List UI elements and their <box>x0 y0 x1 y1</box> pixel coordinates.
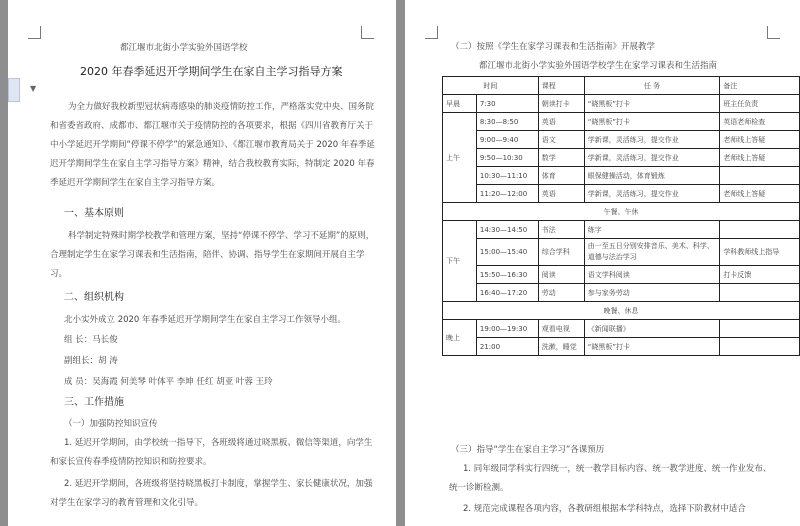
time-cell: 7:30 <box>476 95 538 113</box>
page-corner-mark <box>767 26 780 39</box>
table-row <box>443 266 800 284</box>
course-cell: 综合学科 <box>538 239 584 266</box>
table-row <box>443 338 800 356</box>
note-cell: 学科教师线上指导 <box>720 239 800 266</box>
note-cell: 老师线上答疑 <box>720 185 800 203</box>
note-cell <box>720 284 800 302</box>
table-row <box>443 320 800 338</box>
page-corner-mark <box>361 26 374 39</box>
task-cell: “晓黑板”打卡 <box>584 338 720 356</box>
intro-paragraph: 为全力做好我校新型冠状病毒感染的肺炎疫情防控工作，严格落实党中央、国务院和省委省政府、成都市、都江堰市关于疫情防控的各项要求，根据《四川省教育厅关于中小学延迟开学期间“停课不停学”的紧急通知》、《都江堰市教育局关于 2020 年春季延迟开学期间学生在家自主学习指导方案》精神，结合我校教育实际，特制定 2020 年春季延迟开学期间学生在家自主学习指导方案。 <box>50 102 375 188</box>
noon-break-cell: 午餐、午休 <box>443 203 800 221</box>
period-cell: 晚上 <box>443 320 477 356</box>
guidance-paragraph: 1. 同年级同学科实行四统一，统一教学目标内容、统一教学进度、统一作业发布、统一诊断检测。 <box>449 464 772 493</box>
time-cell: 15:00—15:40 <box>476 239 538 266</box>
measure-paragraph: 1. 延迟开学期间，由学校统一指导下，各班级将通过晓黑板、微信等渠道，向学生和家长宣传春季疫情防控知识和防控要求。 <box>50 438 373 467</box>
time-cell: 9:00—9:40 <box>476 131 538 149</box>
schedule-table <box>442 76 800 356</box>
header-cell: 备注 <box>720 77 800 95</box>
document-map-icon[interactable] <box>8 78 20 102</box>
task-cell: 学新课，灵活练习，提交作业 <box>584 131 720 149</box>
table-row <box>443 185 800 203</box>
break-row <box>443 302 800 320</box>
course-cell: 书法 <box>538 221 584 239</box>
org-leader: 组 长：马长俊 <box>64 335 118 345</box>
course-cell: 英语 <box>538 113 584 131</box>
guidance-paragraph: 2. 规范完成课程各项内容，各教研组根据本学科特点，选择下阶教材中适合 <box>463 504 746 514</box>
document-title: 2020 年春季延迟开学期间学生在家自主学习指导方案 <box>80 65 343 78</box>
break-row <box>443 203 800 221</box>
section-heading: 一、基本原则 <box>64 208 124 219</box>
measure-paragraph: 2. 延迟开学期间，各班级将坚持晓黑板打卡制度，掌握学生、家长健康状况，加强对学生在家学习的教育管理和文化引导。 <box>50 479 373 508</box>
table-title: 都江堰市北街小学实验外国语学校学生在家学习课表和生活指南 <box>479 61 718 71</box>
note-cell <box>720 221 800 239</box>
note-cell: 班主任负责 <box>720 95 800 113</box>
note-cell: 老师线上答疑 <box>720 131 800 149</box>
document-page-left <box>8 0 396 526</box>
dinner-break-cell: 晚餐、休息 <box>443 302 800 320</box>
task-cell: 眼保健操活动，体育锻炼 <box>584 167 720 185</box>
course-cell: 数学 <box>538 149 584 167</box>
time-cell: 11:20—12:00 <box>476 185 538 203</box>
expand-arrow-icon[interactable]: ▼ <box>30 84 37 93</box>
note-cell <box>720 167 800 185</box>
task-cell: 参与家务劳动 <box>584 284 720 302</box>
document-page-right <box>405 0 800 526</box>
org-paragraph: 北小实外成立 2020 年春季延迟开学期间学生在家自主学习工作领导小组。 <box>64 315 347 325</box>
note-cell: 打卡反馈 <box>720 266 800 284</box>
time-cell: 8:30—8:50 <box>476 113 538 131</box>
org-members: 成 员：吴海霞 何美琴 叶体平 李坤 任红 胡亚 叶蓉 王玲 <box>64 377 273 387</box>
course-cell: 语文 <box>538 131 584 149</box>
time-cell: 10:30—11:10 <box>476 167 538 185</box>
time-cell: 16:40—17:20 <box>476 284 538 302</box>
course-cell: 观看电视 <box>538 320 584 338</box>
period-cell: 下午 <box>443 221 477 302</box>
note-cell <box>720 338 800 356</box>
note-cell: 老师线上答疑 <box>720 149 800 167</box>
header-cell: 任 务 <box>584 77 720 95</box>
table-header-row <box>443 77 800 95</box>
section-heading: 二、组织机构 <box>64 292 124 303</box>
table-row <box>443 113 800 131</box>
note-cell: 英语老师检查 <box>720 113 800 131</box>
task-cell: 练字 <box>584 221 720 239</box>
course-cell: 劳动 <box>538 284 584 302</box>
subsection-heading: （二）按照《学生在家学习课表和生活指南》开展教学 <box>451 42 656 52</box>
table-row <box>443 284 800 302</box>
course-cell: 朝读打卡 <box>538 95 584 113</box>
task-cell: 学新课，灵活练习，提交作业 <box>584 185 720 203</box>
page-corner-mark <box>425 26 438 39</box>
course-cell: 体育 <box>538 167 584 185</box>
note-cell <box>720 320 800 338</box>
table-row <box>443 149 800 167</box>
org-vice-leader: 副组长：胡 涛 <box>64 356 118 366</box>
task-cell: 语文学科阅读 <box>584 266 720 284</box>
table-row <box>443 167 800 185</box>
task-cell: 学新课，灵活练习，提交作业 <box>584 149 720 167</box>
task-cell: 《新闻联播》 <box>584 320 720 338</box>
course-cell: 阅读 <box>538 266 584 284</box>
subsection-heading: （一）加强防控知识宣传 <box>64 419 158 429</box>
task-cell: “晓黑板”打卡 <box>584 95 720 113</box>
time-cell: 21:00 <box>476 338 538 356</box>
course-cell: 洗漱，睡觉 <box>538 338 584 356</box>
subsection-heading: （三）指导“学生在家自主学习”各课预历 <box>451 445 605 455</box>
page-corner-mark <box>28 26 41 39</box>
course-cell: 英语 <box>538 185 584 203</box>
period-cell: 上午 <box>443 113 477 203</box>
table-row <box>443 131 800 149</box>
table-row <box>443 221 800 239</box>
time-cell: 9:50—10:30 <box>476 149 538 167</box>
time-cell: 14:30—14:50 <box>476 221 538 239</box>
task-cell: 由一至五日分别安排音乐、美术、科学、道德与法治学习 <box>584 239 720 266</box>
principle-paragraph: 科学制定特殊时期学校教学和管理方案，坚持“停课不停学、学习不延期”的原则，合理制定学生在家学习课表和生活指南，陪伴、协调、指导学生在家期间开展自主学习。 <box>50 231 375 279</box>
header-cell: 时间 <box>443 77 539 95</box>
period-cell: 早晨 <box>443 95 477 113</box>
section-heading: 三、工作措施 <box>64 397 124 408</box>
header-cell: 课程 <box>538 77 584 95</box>
time-cell: 19:00—19:30 <box>476 320 538 338</box>
task-cell: “晓黑板”打卡 <box>584 113 720 131</box>
school-name: 都江堰市北街小学实验外国语学校 <box>120 43 248 53</box>
time-cell: 15:50—16:30 <box>476 266 538 284</box>
table-row <box>443 95 800 113</box>
table-row <box>443 239 800 266</box>
